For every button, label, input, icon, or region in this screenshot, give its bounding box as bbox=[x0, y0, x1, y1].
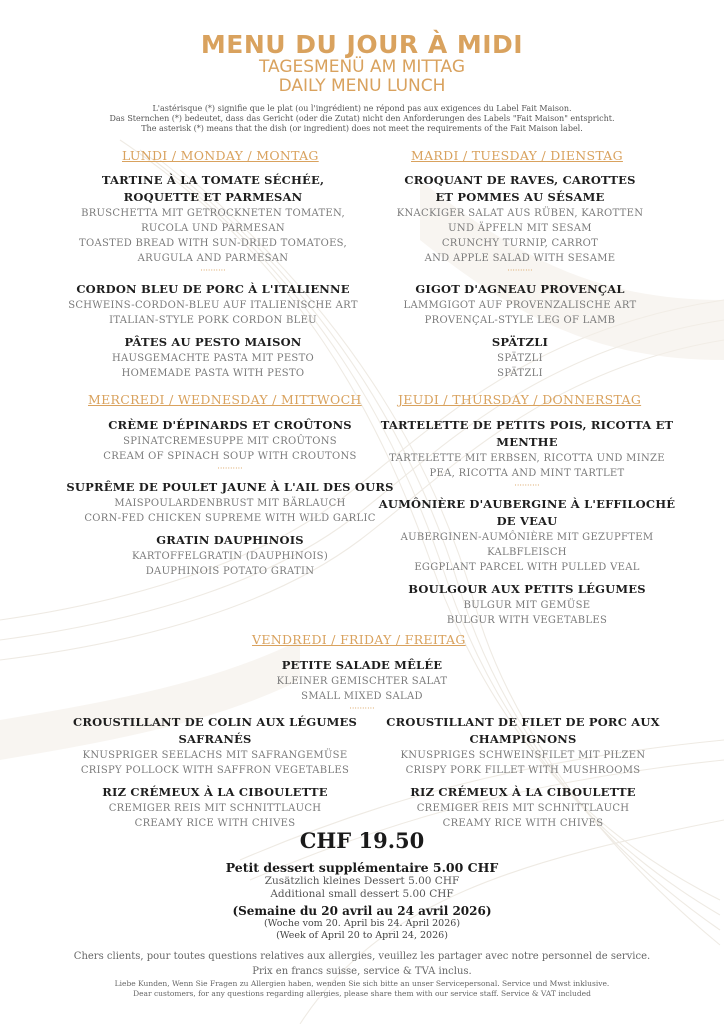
dotted-separator: ·········· bbox=[349, 704, 375, 713]
dish-name: CORDON BLEU DE PORC À L'ITALIENNE bbox=[76, 282, 350, 296]
dish-name: MENTHE bbox=[496, 435, 558, 449]
day-header-thursday: JEUDI / THURSDAY / DONNERSTAG bbox=[398, 392, 642, 407]
dish-translation: PROVENÇAL-STYLE LEG OF LAMB bbox=[424, 315, 616, 326]
dish-translation: AUBERGINEN-AUMÔNIÈRE MIT GEZUPFTEM bbox=[400, 532, 654, 543]
dish-name: TARTINE À LA TOMATE SÉCHÉE, bbox=[101, 173, 325, 187]
dish-translation: TOASTED BREAD WITH SUN-DRIED TOMATOES, bbox=[79, 238, 347, 249]
dish-translation: KNUSPRIGER SEELACHS MIT SAFRANGEMÜSE bbox=[82, 750, 348, 761]
dish-translation: ITALIAN-STYLE PORK CORDON BLEU bbox=[109, 315, 317, 326]
dotted-separator: ·········· bbox=[200, 266, 226, 275]
dish-translation: KARTOFFELGRATIN (DAUPHINOIS) bbox=[131, 551, 329, 562]
week-de: (Woche vom 20. April bis 24. April 2026) bbox=[263, 918, 461, 929]
dish-translation: CREAMY RICE WITH CHIVES bbox=[134, 818, 296, 829]
day-header-tuesday: MARDI / TUESDAY / DIENSTAG bbox=[411, 148, 623, 163]
dish-translation: SPINATCREMESUPPE MIT CROÛTONS bbox=[123, 436, 337, 447]
dish-name: TARTELETTE DE PETITS POIS, RICOTTA ET bbox=[380, 418, 674, 432]
dish-translation: SPÄTZLI bbox=[497, 353, 543, 364]
dessert-de: Zusätzlich kleines Dessert 5.00 CHF bbox=[264, 875, 460, 887]
dish-name: SAFRANÉS bbox=[178, 732, 252, 746]
dish-translation: SPÄTZLI bbox=[497, 368, 543, 379]
dish-translation: PEA, RICOTTA AND MINT TARTLET bbox=[429, 468, 625, 479]
dessert-en: Additional small dessert 5.00 CHF bbox=[270, 888, 454, 900]
dish-name: CROUSTILLANT DE COLIN AUX LÉGUMES bbox=[72, 715, 358, 729]
day-block-monday bbox=[60, 172, 366, 381]
dish-name: SPÄTZLI bbox=[491, 335, 549, 349]
dish-name: RIZ CRÉMEUX À LA CIBOULETTE bbox=[102, 785, 328, 799]
menu-price: CHF 19.50 bbox=[299, 828, 425, 853]
dish-translation: CRISPY POLLOCK WITH SAFFRON VEGETABLES bbox=[80, 765, 350, 776]
menu-subtitle-de: TAGESMENÜ AM MITTAG bbox=[258, 57, 466, 77]
menu-subtitle-en: DAILY MENU LUNCH bbox=[278, 76, 446, 96]
friday-starter bbox=[200, 657, 524, 719]
day-block-tuesday bbox=[372, 172, 668, 381]
friday-right-column bbox=[370, 714, 676, 831]
dish-name: AUMÔNIÈRE D'AUBERGINE À L'EFFILOCHÉ bbox=[378, 497, 676, 511]
dish-translation: CREMIGER REIS MIT SCHNITTLAUCH bbox=[416, 803, 630, 814]
dish-translation: EGGPLANT PARCEL WITH PULLED VEAL bbox=[414, 562, 640, 573]
dish-name: GRATIN DAUPHINOIS bbox=[156, 533, 304, 547]
dish-translation: CORN-FED CHICKEN SUPREME WITH WILD GARLIC bbox=[84, 513, 376, 524]
dish-translation: CREAMY RICE WITH CHIVES bbox=[442, 818, 604, 829]
dessert-block bbox=[0, 860, 724, 901]
day-block-wednesday bbox=[60, 417, 400, 579]
day-header-monday: LUNDI / MONDAY / MONTAG bbox=[122, 148, 319, 163]
dish-translation: BULGUR MIT GEMÜSE bbox=[463, 600, 591, 611]
dish-translation: KALBFLEISCH bbox=[487, 547, 567, 558]
dotted-separator: ·········· bbox=[514, 481, 540, 490]
footer-de: Liebe Kunden, Wenn Sie Fragen zu Allergien haben, wenden Sie sich bitte an unser Servicepersonal. Service und Mwst inklusive. bbox=[114, 979, 610, 988]
dish-translation: KLEINER GEMISCHTER SALAT bbox=[276, 676, 448, 687]
dish-name: ET POMMES AU SÉSAME bbox=[435, 190, 605, 204]
footer-en: Dear customers, for any questions regarding allergies, please share them with our service staff. Service & VAT included bbox=[133, 989, 591, 998]
dish-translation: TARTELETTE MIT ERBSEN, RICOTTA UND MINZE bbox=[389, 453, 665, 464]
week-block bbox=[0, 904, 724, 942]
dish-name: CRÈME D'ÉPINARDS ET CROÛTONS bbox=[108, 418, 352, 432]
dish-translation: BRUSCHETTA MIT GETROCKNETEN TOMATEN, bbox=[81, 208, 345, 219]
dish-name: CHAMPIGNONS bbox=[469, 732, 577, 746]
dish-translation: CRUNCHY TURNIP, CARROT bbox=[441, 238, 599, 249]
menu-title: MENU DU JOUR À MIDI bbox=[200, 30, 524, 59]
footer-prices-fr: Prix en francs suisse, service & TVA inclus. bbox=[252, 966, 472, 977]
dish-translation: UND ÄPFELN MIT SESAM bbox=[448, 223, 592, 234]
dish-name: SUPRÊME DE POULET JAUNE À L'AIL DES OURS bbox=[66, 480, 394, 494]
day-block-thursday bbox=[374, 417, 680, 628]
dish-name: RIZ CRÉMEUX À LA CIBOULETTE bbox=[410, 785, 636, 799]
week-fr: (Semaine du 20 avril au 24 avril 2026) bbox=[232, 904, 492, 918]
dish-name: CROQUANT DE RAVES, CAROTTES bbox=[404, 173, 636, 187]
note-line-fr: L'astérisque (*) signifie que le plat (ou l'ingrédient) ne répond pas aux exigences du Label Fait Maison. bbox=[152, 104, 572, 113]
note-line-en: The asterisk (*) means that the dish (or ingredient) does not meet the requirements of the Fait Maison label. bbox=[141, 124, 583, 133]
dish-translation: CREMIGER REIS MIT SCHNITTLAUCH bbox=[108, 803, 322, 814]
day-header-friday: VENDREDI / FRIDAY / FREITAG bbox=[252, 632, 466, 647]
dish-translation: HOMEMADE PASTA WITH PESTO bbox=[121, 368, 305, 379]
dish-name: BOULGOUR AUX PETITS LÉGUMES bbox=[408, 582, 646, 596]
dotted-separator: ·········· bbox=[507, 266, 533, 275]
dish-translation: SCHWEINS-CORDON-BLEU AUF ITALIENISCHE ART bbox=[68, 300, 358, 311]
fait-maison-note bbox=[60, 104, 664, 134]
dish-name: ROQUETTE ET PARMESAN bbox=[123, 190, 303, 204]
footer-allergies-fr: Chers clients, pour toutes questions relatives aux allergies, veuillez les partager avec notre personnel de service. bbox=[73, 951, 651, 962]
dish-name: GIGOT D'AGNEAU PROVENÇAL bbox=[415, 282, 625, 296]
dish-name: CROUSTILLANT DE FILET DE PORC AUX bbox=[386, 715, 660, 729]
dish-name: PÂTES AU PESTO MAISON bbox=[124, 335, 302, 349]
dessert-fr: Petit dessert supplémentaire 5.00 CHF bbox=[225, 860, 499, 875]
dish-translation: SMALL MIXED SALAD bbox=[301, 691, 423, 702]
dish-translation: MAISPOULARDENBRUST MIT BÄRLAUCH bbox=[114, 498, 346, 509]
dotted-separator: ·········· bbox=[217, 464, 243, 473]
dish-name: PETITE SALADE MÊLÉE bbox=[281, 658, 443, 672]
dish-translation: RUCOLA UND PARMESAN bbox=[141, 223, 285, 234]
dish-translation: KNUSPRIGES SCHWEINSFILET MIT PILZEN bbox=[400, 750, 646, 761]
dish-translation: CRISPY PORK FILLET WITH MUSHROOMS bbox=[405, 765, 641, 776]
dish-name: DE VEAU bbox=[496, 514, 558, 528]
dish-translation: CREAM OF SPINACH SOUP WITH CROUTONS bbox=[103, 451, 357, 462]
friday-left-column bbox=[50, 714, 380, 831]
day-header-wednesday: MERCREDI / WEDNESDAY / MITTWOCH bbox=[88, 392, 362, 407]
dish-translation: DAUPHINOIS POTATO GRATIN bbox=[145, 566, 315, 577]
dish-translation: AND APPLE SALAD WITH SESAME bbox=[424, 253, 616, 264]
footer bbox=[0, 949, 724, 999]
dish-translation: ARUGULA AND PARMESAN bbox=[137, 253, 289, 264]
dish-translation: HAUSGEMACHTE PASTA MIT PESTO bbox=[111, 353, 315, 364]
dish-translation: BULGUR WITH VEGETABLES bbox=[446, 615, 608, 626]
note-line-de: Das Sternchen (*) bedeutet, dass das Gericht (oder die Zutat) nicht den Anforderungen des Labels "Fait Maison" entspricht. bbox=[109, 114, 615, 123]
dish-translation: LAMMGIGOT AUF PROVENZALISCHE ART bbox=[403, 300, 637, 311]
week-en: (Week of April 20 to April 24, 2026) bbox=[276, 930, 448, 941]
dish-translation: KNACKIGER SALAT AUS RÜBEN, KAROTTEN bbox=[396, 208, 644, 219]
